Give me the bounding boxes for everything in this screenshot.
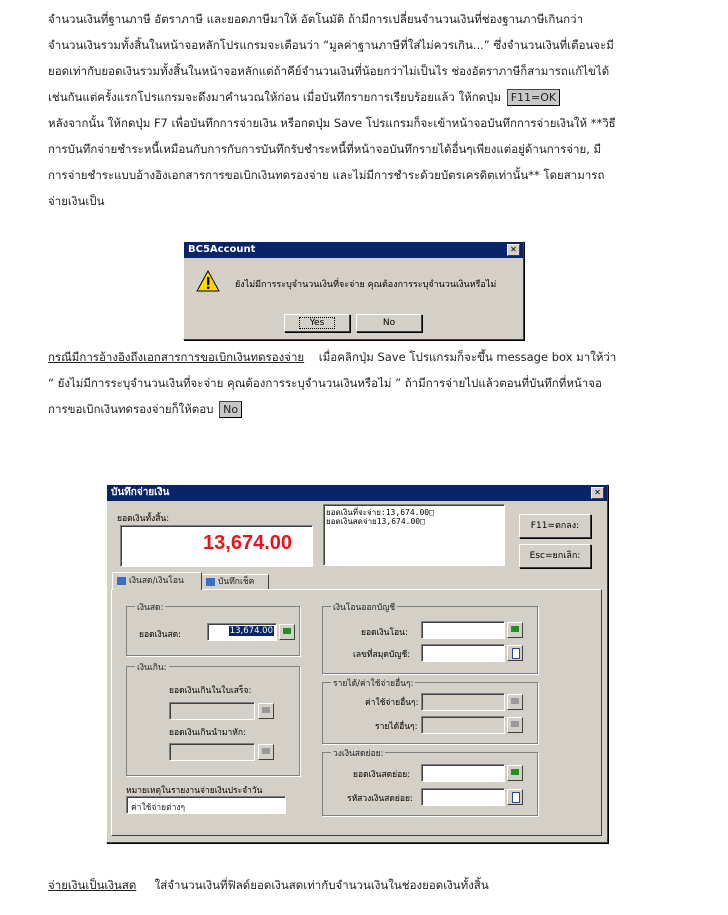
- payment-dialog: [106, 484, 608, 843]
- paragraph-cash: [48, 872, 698, 898]
- calculator-icon[interactable]: [507, 765, 523, 781]
- account-number-label: เลขที่สมุดบัญชี:: [353, 650, 411, 660]
- paragraph-advance: [48, 344, 698, 422]
- text-line: ยอดเท่ากับยอดเงินรวมทั้งสิ้นในหน้าจอหลักแต่ถ้าคีย์จำนวนเงินที่น้อยกว่าไม่เป็นไร ช่องอัตราภาษีก็สามารถแก้ไขได้: [48, 64, 610, 78]
- ok-button[interactable]: F11=ตกลง:: [519, 514, 591, 538]
- petty-cash-code-label: รหัสวงเงินสดย่อย:: [347, 794, 413, 804]
- text-line: การบันทึกจ่ายชำระหนี้เหมือนกับการกับการบันทึกรับชำระหนี้ที่หน้าจอบันทึกรายได้อื่นๆเพียงแต่อยู่ด้านการจ่าย, มี: [48, 142, 602, 156]
- section-heading: จ่ายเงินเป็นเงินสด: [48, 878, 137, 892]
- dialog-titlebar: [107, 485, 607, 501]
- cash-amount-input[interactable]: [207, 623, 277, 641]
- change-deduct-input[interactable]: [169, 743, 255, 761]
- group-label: รายได้/ค่าใช้จ่ายอื่นๆ:: [331, 676, 415, 690]
- yes-button[interactable]: [284, 314, 350, 332]
- other-expense-label: ค่าใช้จ่ายอื่นๆ:: [365, 698, 419, 708]
- petty-cash-group: [322, 749, 538, 816]
- dialog-titlebar: [184, 242, 523, 258]
- other-income-label: รายได้อื่นๆ:: [375, 722, 418, 732]
- text-line: จ่ายเงินเป็น: [48, 194, 105, 208]
- group-label: เงินโอนออกบัญชี: [331, 600, 397, 614]
- text-line: [48, 872, 698, 898]
- text-line-content: การขอเบิกเงินทดรองจ่ายก็ให้ตอบ: [48, 402, 214, 416]
- cash-amount-value: 13,674.00: [229, 626, 273, 636]
- calculator-icon[interactable]: [258, 703, 274, 719]
- folder-icon: [206, 578, 215, 586]
- petty-cash-input[interactable]: [421, 764, 505, 782]
- text-line-content: ใส่จำนวนเงินที่ฟิลด์ยอดเงินสดเท่ากับจำนวนเงินในช่องยอดเงินทั้งสิ้น: [154, 878, 489, 892]
- text-line: จำนวนเงินที่ฐานภาษี อัตราภาษี และยอดภาษีมาให้ อัตโนมัติ ถ้ามีการเปลี่ยนจำนวนเงินที่ช่องฐานภาษีเกินกว่า: [48, 12, 584, 26]
- memo-input[interactable]: [126, 796, 286, 814]
- warning-icon: [196, 270, 220, 292]
- text-line: [48, 396, 698, 422]
- total-label: ยอดเงินทั้งสิ้น:: [117, 514, 170, 524]
- change-group: [126, 663, 300, 776]
- text-line: [48, 84, 698, 110]
- calculator-icon[interactable]: [507, 717, 523, 733]
- dialog-title: บันทึกจ่ายเงิน: [111, 487, 170, 498]
- account-number-input[interactable]: [421, 644, 505, 662]
- other-expense-input[interactable]: [421, 693, 505, 711]
- document-icon[interactable]: [507, 645, 523, 661]
- tab-cash-transfer[interactable]: [112, 572, 202, 590]
- dialog-title: BC5Account: [188, 244, 256, 255]
- text-line-content: เมื่อคลิกปุ่ม Save โปรแกรมก็จะขึ้น message box มาให้ว่า: [318, 350, 617, 364]
- text-line: “ ยังไม่มีการระบุจำนวนเงินที่จะจ่าย คุณต้องการระบุจำนวนเงินหรือไม่ ” ถ้ามีการจ่ายไปแล้วตอนที่บันทึกที่หน้าจอ: [48, 376, 602, 390]
- cash-label: ยอดเงินสด:: [139, 630, 182, 640]
- group-label: เงินสด:: [135, 600, 165, 614]
- total-display: [120, 525, 313, 567]
- cash-group: [126, 603, 300, 656]
- message-dialog: [183, 241, 524, 340]
- other-group: [322, 679, 538, 744]
- summary-box: [323, 504, 505, 566]
- change-label-deduct: ยอดเงินเกินนำมาหัก:: [169, 728, 246, 738]
- group-label: วงเงินสดย่อย:: [331, 746, 385, 760]
- transfer-amount-input[interactable]: [421, 621, 505, 639]
- key-no: No: [219, 401, 242, 418]
- calculator-icon[interactable]: [507, 694, 523, 710]
- text-line-content: เช่นกันแต่ครั้งแรกโปรแกรมจะดึงมาคำนวณให้ก่อน เมื่อบันทึกรายการเรียบร้อยแล้ว ให้กดปุ่ม: [48, 90, 502, 104]
- change-label-receipt: ยอดเงินเกินในใบเสร็จ:: [169, 686, 252, 696]
- calculator-icon[interactable]: [279, 624, 295, 640]
- section-heading: กรณีมีการอ้างอิงถึงเอกสารการขอเบิกเงินทดรองจ่าย: [48, 350, 305, 364]
- paragraph-tax: [48, 6, 698, 110]
- other-income-input[interactable]: [421, 716, 505, 734]
- tab-panel: [111, 589, 602, 836]
- change-receipt-input[interactable]: [169, 702, 255, 720]
- cancel-button[interactable]: Esc=ยกเลิก:: [519, 544, 591, 568]
- close-icon[interactable]: ✕: [591, 487, 604, 499]
- yes-button-label: Yes: [299, 317, 336, 329]
- tab-cheque[interactable]: [201, 574, 269, 589]
- text-line: การจ่ายชำระแบบอ้างอิงเอกสารการขอเบิกเงินทดรองจ่าย และไม่มีการชำระด้วยบัตรเครดิตเท่านั้น** โดยสามารถ: [48, 168, 605, 182]
- memo-value: ค่าใช้จ่ายต่างๆ: [131, 803, 186, 813]
- memo-label: หมายเหตุในรายงานจ่ายเงินประจำวัน: [126, 786, 263, 796]
- petty-cash-code-input[interactable]: [421, 788, 505, 806]
- tab-label: บันทึกเช็ค: [218, 577, 255, 587]
- dialog-message: ยังไม่มีการระบุจำนวนเงินที่จะจ่าย คุณต้องการระบุจำนวนเงินหรือไม่: [235, 280, 497, 290]
- calculator-icon[interactable]: [258, 744, 274, 760]
- close-icon[interactable]: ✕: [507, 244, 520, 256]
- calculator-icon[interactable]: [507, 622, 523, 638]
- petty-cash-label: ยอดเงินสดย่อย:: [353, 770, 411, 780]
- group-label: เงินเกิน:: [135, 660, 169, 674]
- summary-line: ยอดเงินสดจ่าย13,674.00□: [326, 517, 425, 526]
- tab-label: เงินสด/เงินโอน: [129, 576, 184, 586]
- paragraph-payment: [48, 110, 698, 214]
- no-button[interactable]: No: [356, 314, 422, 332]
- transfer-group: [322, 603, 538, 674]
- total-value: 13,674.00: [203, 532, 292, 554]
- text-line: จำนวนเงินรวมทั้งสิ้นในหน้าจอหลักโปรแกรมจะเตือนว่า “มูลค่าฐานภาษีที่ใส่ไม่ควรเกิน...” ซึ่งจำนวนเงินที่เตือนจะมี: [48, 38, 614, 52]
- text-line: หลังจากนั้น ให้กดปุ่ม F7 เพื่อบันทึกการจ่ายเงิน หรือกดปุ่ม Save โปรแกรมก็จะเข้าหน้าจอบันทึกการจ่ายเงินให้ **วิธี: [48, 116, 616, 130]
- folder-icon: [117, 577, 126, 585]
- text-line: [48, 344, 698, 370]
- summary-line: ยอดเงินที่จะจ่าย:13,674.00□: [326, 508, 434, 517]
- transfer-amount-label: ยอดเงินโอน:: [361, 628, 408, 638]
- key-f11-ok: F11=OK: [507, 89, 560, 106]
- document-icon[interactable]: [507, 789, 523, 805]
